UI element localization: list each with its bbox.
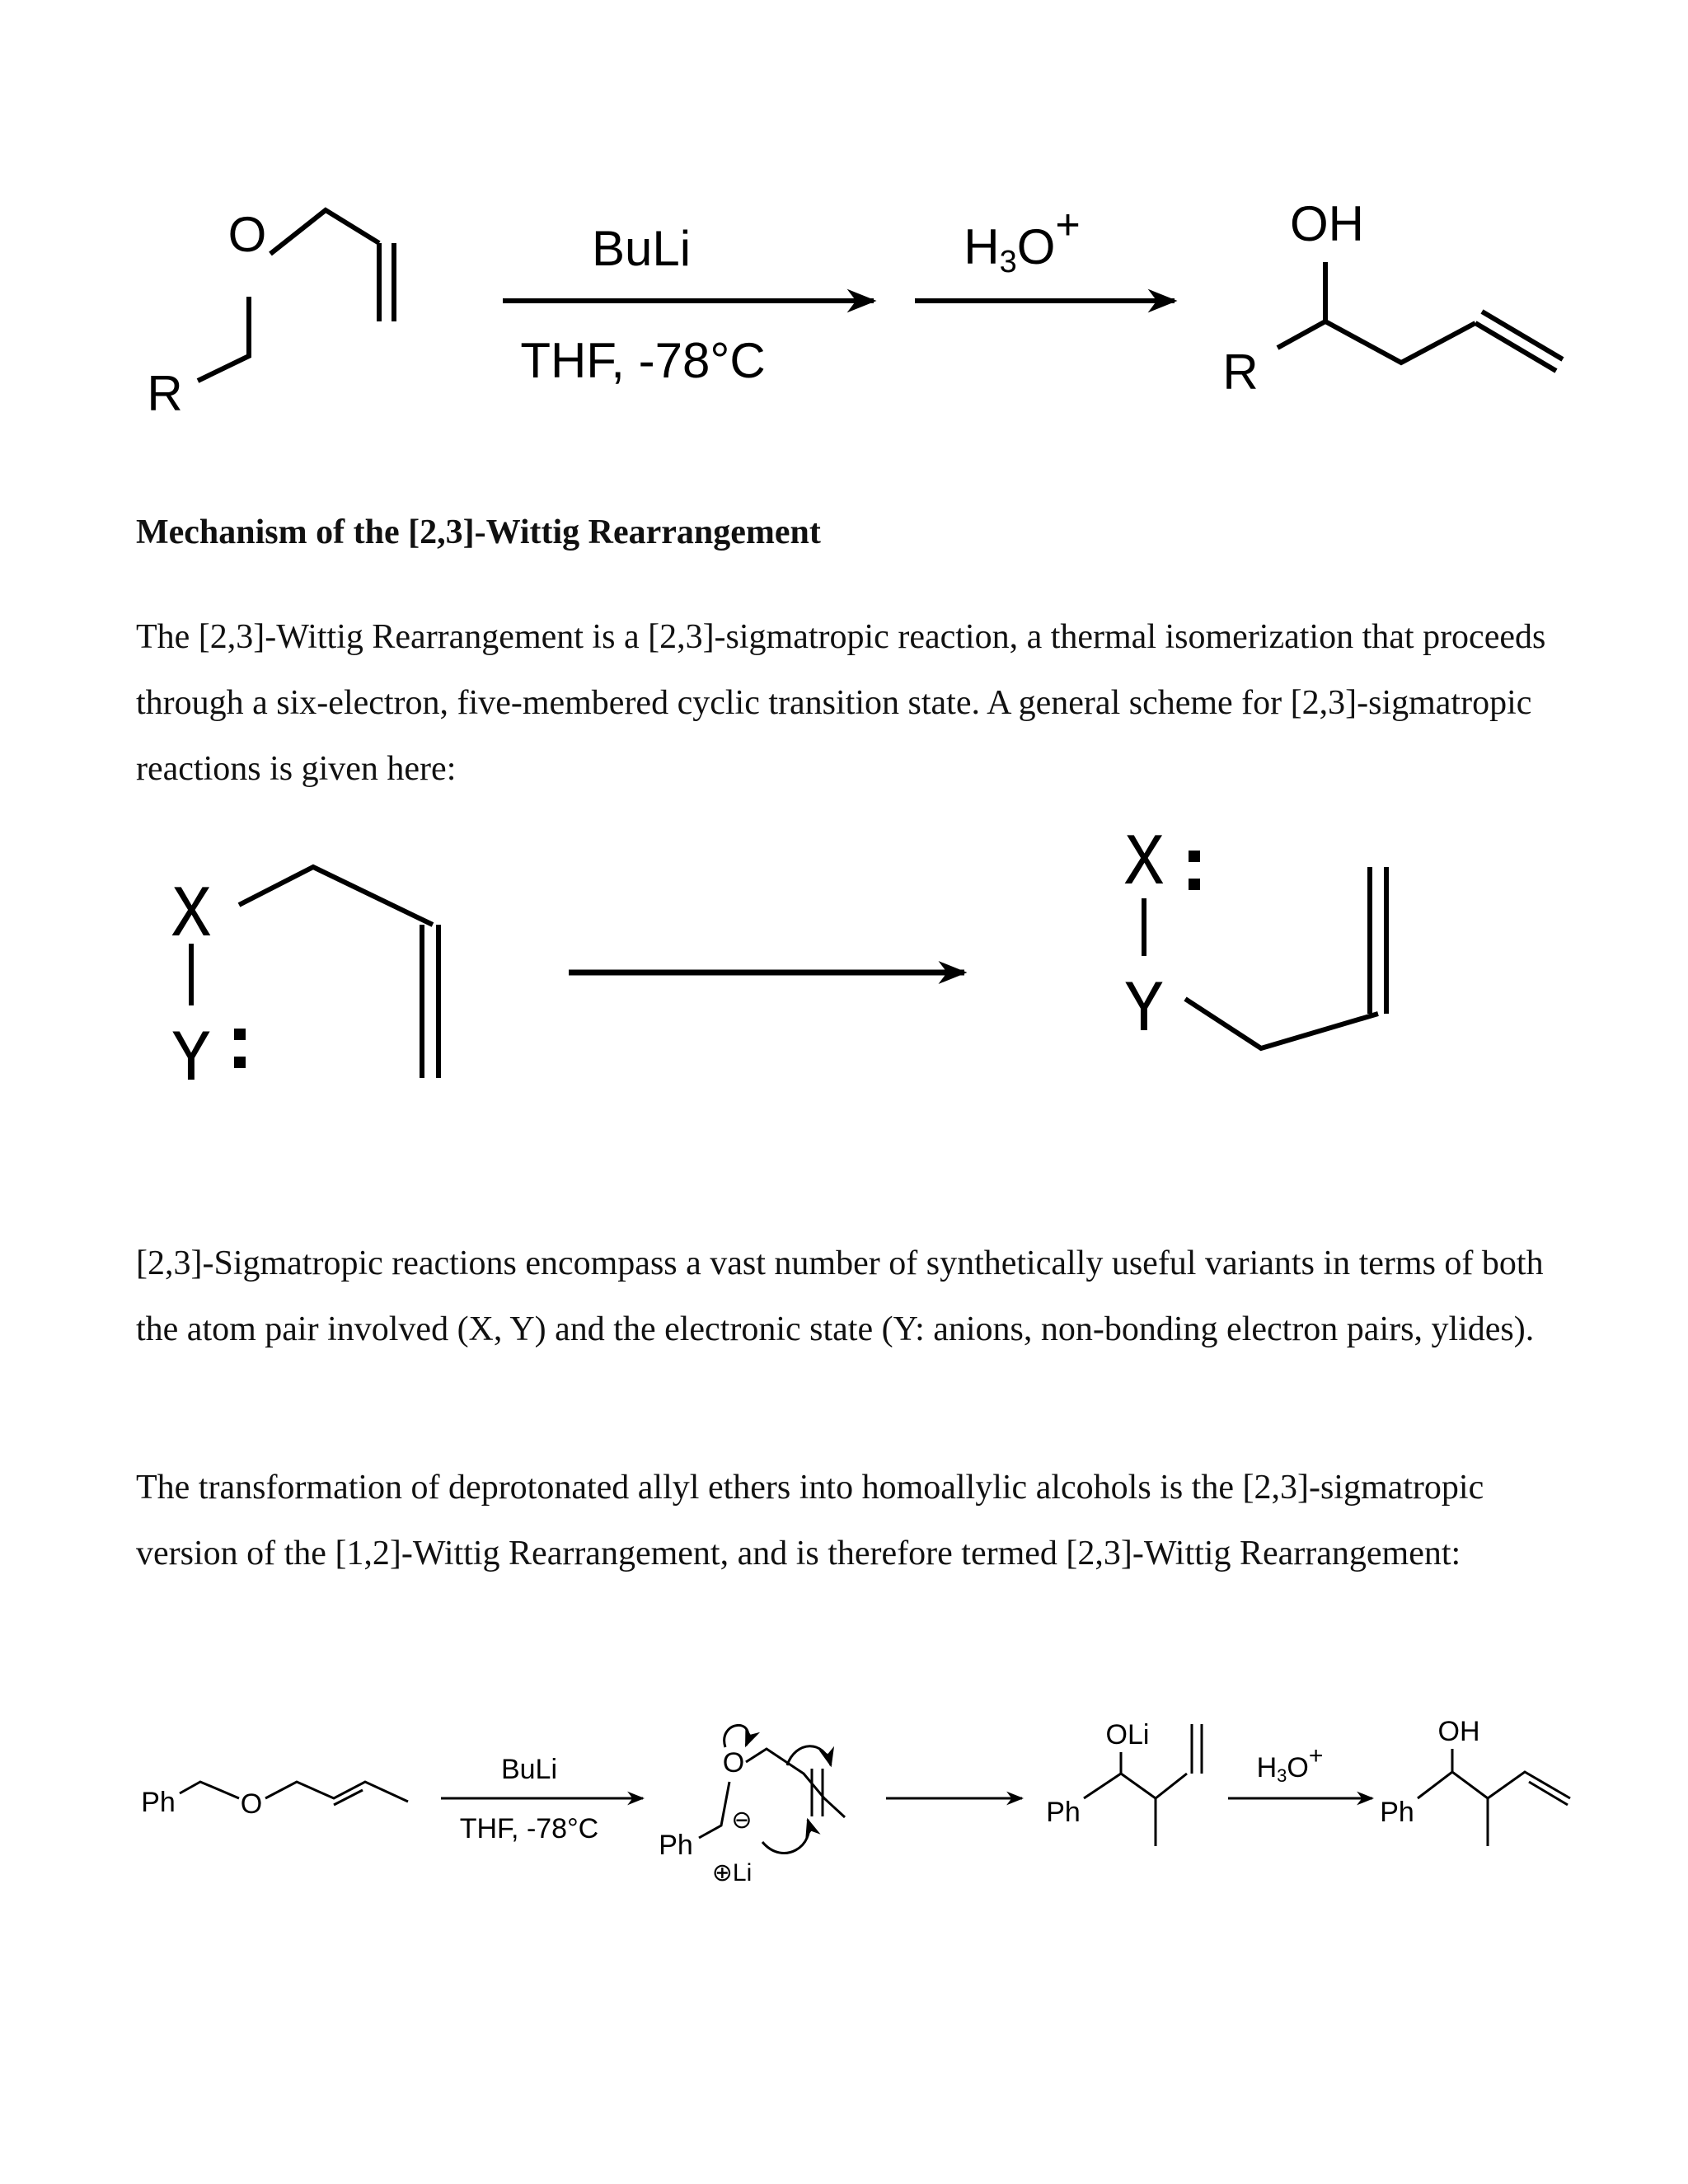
scheme-1-wittig-overview [0, 165, 1688, 445]
atom-o: O [722, 1747, 745, 1779]
allyl-fragment-left [239, 867, 438, 1078]
atom-ph: Ph [1046, 1797, 1081, 1828]
lone-pair-dot [1189, 879, 1200, 890]
atom-li-cation: ⊕Li [711, 1859, 753, 1886]
paragraph-variants: [2,3]-Sigmatropic reactions encompass a vast number of synthetically useful variants in terms of both the atom pair involved (X, Y) and the electronic state (Y: anions, non-bonding electron pairs, ylides). [136, 1244, 1544, 1348]
reagent-h3o-plus: H3O+ [1256, 1742, 1324, 1786]
lone-pair-dot [1189, 851, 1200, 862]
atom-x: X [1123, 832, 1165, 899]
atom-r: R [147, 366, 183, 421]
final-homoallylic-alcohol [1418, 1749, 1570, 1846]
allyl-fragment-right [1185, 867, 1386, 1048]
reagent-thf-conditions: THF, -78°C [520, 333, 766, 388]
lone-pair-dot [234, 1057, 246, 1068]
paragraph-transformation: The transformation of deprotonated allyl ethers into homoallylic alcohols is the [2,3]-sigmatropic version of the [1,2]-Wittig Rearrangement, and is therefore termed [2,3]-Wittig Rearrangement: [136, 1469, 1484, 1572]
atom-ph: Ph [1380, 1797, 1414, 1828]
anion-charge: ⊖ [731, 1807, 753, 1834]
atom-oli: OLi [1105, 1719, 1150, 1750]
section-heading: Mechanism of the [2,3]-Wittig Rearrangement [136, 513, 821, 551]
atom-oh: OH [1437, 1716, 1480, 1747]
reagent-buli: BuLi [500, 1754, 558, 1785]
atom-oh: OH [1290, 196, 1364, 251]
atom-o: O [240, 1788, 263, 1820]
paragraph-intro: The [2,3]-Wittig Rearrangement is a [2,3]-sigmatropic reaction, a thermal isomerization that proceeds through a six-electron, five-membered cyclic transition state. A general scheme for [2,3]-sigmatropic reactions is given here: [136, 618, 1546, 788]
atom-o: O [227, 207, 267, 262]
scheme-2-general-sigmatropic [0, 832, 1688, 1113]
starting-allyl-ether [180, 1782, 408, 1805]
atom-y: Y [171, 1019, 212, 1095]
cyclic-transition-state [699, 1725, 845, 1853]
atom-y: Y [1123, 969, 1165, 1046]
atom-ph: Ph [659, 1830, 693, 1861]
atom-x: X [171, 874, 212, 951]
lone-pair-dot [234, 1029, 246, 1040]
atom-r: R [1222, 344, 1259, 400]
product-homoallylic-alcohol [1278, 262, 1563, 371]
atom-ph: Ph [141, 1787, 176, 1818]
reagent-thf-conditions: THF, -78°C [459, 1813, 599, 1844]
reagent-h3o-plus: H3O+ [964, 201, 1081, 279]
scheme-3-wittig-mechanism [0, 1706, 1688, 1904]
reagent-buli: BuLi [591, 221, 692, 276]
